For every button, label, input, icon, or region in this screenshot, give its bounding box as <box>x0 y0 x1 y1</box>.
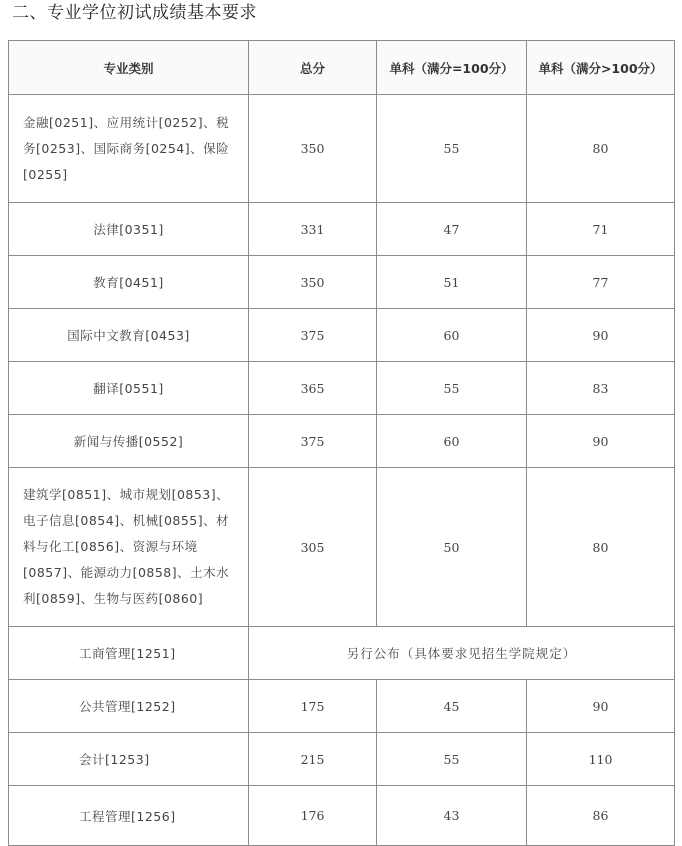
single-100-cell: 45 <box>377 680 527 733</box>
section-heading: 二、专业学位初试成绩基本要求 <box>12 3 257 23</box>
total-cell: 305 <box>249 468 377 627</box>
total-cell: 375 <box>249 415 377 468</box>
category-cell: 翻译[0551] <box>9 362 249 415</box>
single-100-cell: 60 <box>377 309 527 362</box>
single-100-cell: 55 <box>377 95 527 203</box>
single-over-100-cell: 86 <box>527 786 675 846</box>
score-requirements-table <box>8 40 675 846</box>
single-over-100-cell: 90 <box>527 415 675 468</box>
total-cell: 350 <box>249 95 377 203</box>
single-over-100-cell: 83 <box>527 362 675 415</box>
total-cell: 365 <box>249 362 377 415</box>
category-cell: 国际中文教育[0453] <box>9 309 249 362</box>
single-100-cell: 60 <box>377 415 527 468</box>
header-single-100: 单科（满分=100分） <box>377 41 527 95</box>
single-over-100-cell: 80 <box>527 468 675 627</box>
category-cell: 金融[0251]、应用统计[0252]、税务[0253]、国际商务[0254]、保险[0255] <box>9 95 249 203</box>
table-header-row <box>9 41 675 95</box>
total-cell: 331 <box>249 203 377 256</box>
single-100-cell: 51 <box>377 256 527 309</box>
table-row <box>9 627 675 680</box>
total-cell: 176 <box>249 786 377 846</box>
category-cell: 新闻与传播[0552] <box>9 415 249 468</box>
category-cell: 工商管理[1251] <box>9 627 249 680</box>
single-100-cell: 55 <box>377 733 527 786</box>
single-over-100-cell: 77 <box>527 256 675 309</box>
total-cell: 350 <box>249 256 377 309</box>
header-category: 专业类别 <box>9 41 249 95</box>
table-row <box>9 733 675 786</box>
table-row <box>9 203 675 256</box>
merged-note-cell: 另行公布（具体要求见招生学院规定） <box>249 627 675 680</box>
category-cell: 会计[1253] <box>9 733 249 786</box>
table-row <box>9 256 675 309</box>
total-cell: 215 <box>249 733 377 786</box>
single-100-cell: 55 <box>377 362 527 415</box>
category-cell: 教育[0451] <box>9 256 249 309</box>
table-row <box>9 415 675 468</box>
single-over-100-cell: 71 <box>527 203 675 256</box>
total-cell: 175 <box>249 680 377 733</box>
single-100-cell: 50 <box>377 468 527 627</box>
single-over-100-cell: 110 <box>527 733 675 786</box>
category-cell: 建筑学[0851]、城市规划[0853]、电子信息[0854]、机械[0855]、材料与化工[0856]、资源与环境[0857]、能源动力[0858]、土木水利[0859]、生物与医药[0860] <box>9 468 249 627</box>
total-cell: 375 <box>249 309 377 362</box>
header-single-over-100: 单科（满分>100分） <box>527 41 675 95</box>
table-row <box>9 95 675 203</box>
single-over-100-cell: 90 <box>527 309 675 362</box>
single-100-cell: 47 <box>377 203 527 256</box>
table-row <box>9 680 675 733</box>
table-row <box>9 362 675 415</box>
table-row <box>9 786 675 846</box>
table-row <box>9 309 675 362</box>
category-cell: 公共管理[1252] <box>9 680 249 733</box>
table-row <box>9 468 675 627</box>
category-cell: 法律[0351] <box>9 203 249 256</box>
single-over-100-cell: 80 <box>527 95 675 203</box>
category-cell: 工程管理[1256] <box>9 786 249 846</box>
header-total: 总分 <box>249 41 377 95</box>
single-over-100-cell: 90 <box>527 680 675 733</box>
single-100-cell: 43 <box>377 786 527 846</box>
